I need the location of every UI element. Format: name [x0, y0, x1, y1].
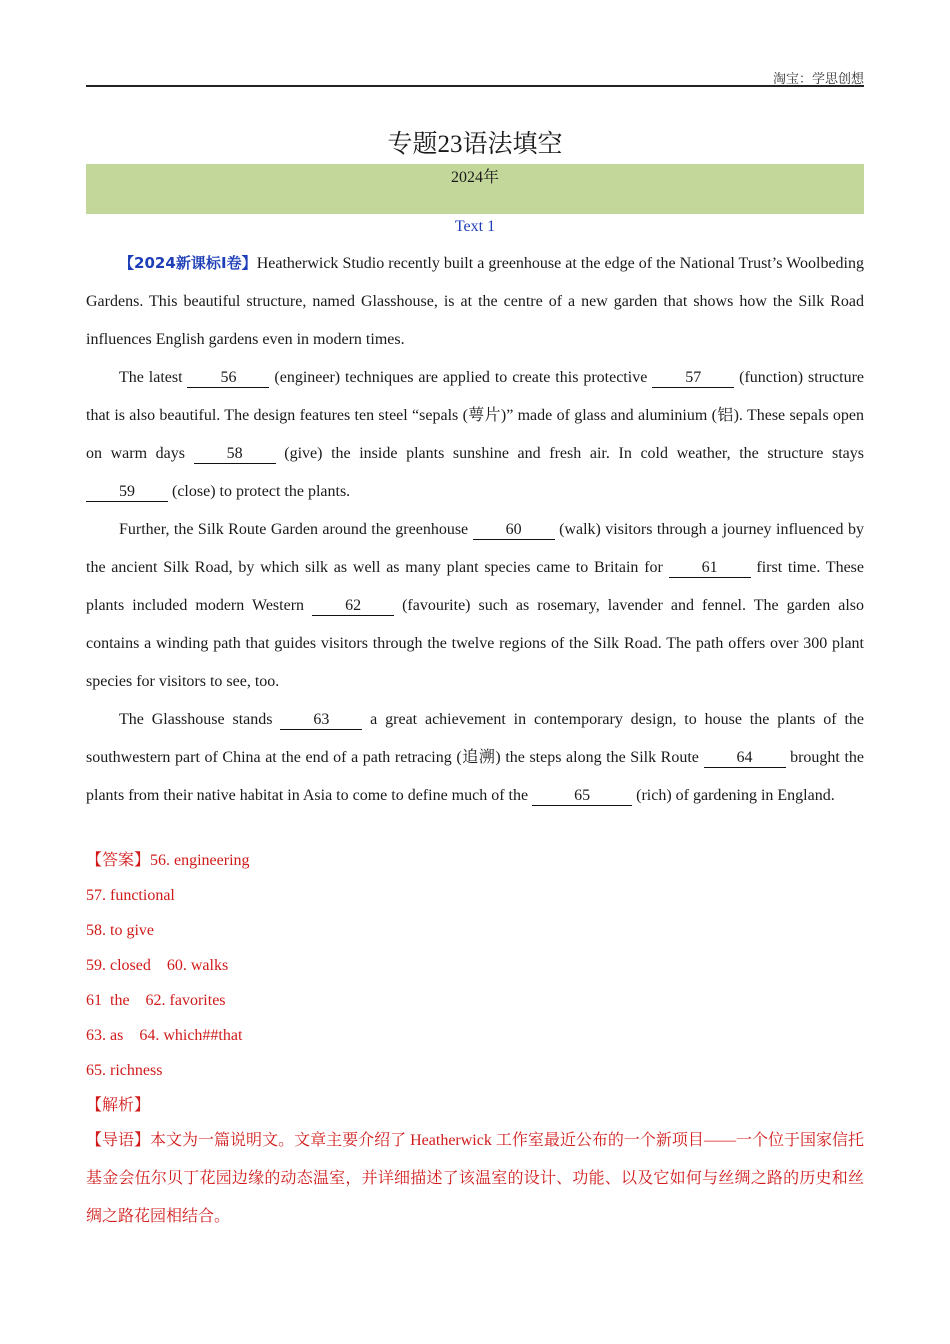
year-band	[86, 164, 864, 214]
source-tag: 【2024新课标Ⅰ卷】	[119, 254, 257, 272]
text: (give) the inside plants sunshine and fresh air. In cold weather, the structure stays	[275, 445, 864, 462]
paragraph-2	[86, 359, 864, 511]
passage	[86, 244, 864, 815]
answer-line: 65. richness	[86, 1062, 163, 1079]
answer-line: 【答案】56. engineering	[86, 852, 250, 869]
text: a great achievement in contemporary design, to house the plants of the southwestern part of China at the end of a path retracing (追溯) the steps along the Silk Route	[86, 711, 864, 766]
paragraph-1-text: Heatherwick Studio recently built a greenhouse at the edge of the National Trust’s Woolbeding Gardens. This beautiful structure, named Glasshouse, is at the centre of a new garden that shows how the Silk Road influences English gardens even in modern times.	[86, 255, 864, 348]
answers	[86, 843, 864, 1123]
analysis-heading: 【解析】	[86, 1097, 151, 1114]
text: (function) structure that is also beautiful. The design features ten steel “sepals (萼片)” made of glass and aluminium (铝). These sepals open on warm days	[86, 369, 865, 462]
text: The Glasshouse stands	[119, 711, 281, 728]
paragraph-4	[86, 701, 864, 815]
text: (walk) visitors through a journey influenced by the ancient Silk Road, by which silk as well as many plant species came to Britain for	[86, 521, 864, 576]
blank-64: 64	[704, 749, 786, 768]
answer-line: 58. to give	[86, 922, 154, 939]
blank-63: 63	[280, 711, 362, 730]
answer-line: 59. closed 60. walks	[86, 957, 229, 974]
guide-paragraph: 【导语】本文为一篇说明文。文章主要介绍了 Heatherwick 工作室最近公布的一个新项目——一个位于国家信托基金会伍尔贝丁花园边缘的动态温室，并详细描述了该温室的设计、功能、以及它如何与丝绸之路的历史和丝绸之路花园相结合。	[86, 1132, 864, 1225]
text: Further, the Silk Route Garden around the greenhouse	[119, 521, 473, 538]
text: (rich) of gardening in England.	[632, 787, 835, 804]
text: (favourite) such as rosemary, lavender and fennel. The garden also contains a winding path that guides visitors through the twelve regions of the Silk Road. The path offers over 300 plant species for visitors to see, too.	[86, 597, 864, 690]
text: first time. These plants included modern Western	[86, 559, 865, 614]
page-title: 专题23语法填空	[387, 131, 563, 158]
text: brought the plants from their native habitat in Asia to come to define much of the	[86, 749, 864, 804]
blank-56: 56	[187, 369, 269, 388]
year-label: 2024年	[450, 169, 499, 186]
header-rule	[86, 85, 864, 87]
blank-65: 65	[532, 787, 632, 806]
answer-line: 63. as 64. which##that	[86, 1027, 243, 1044]
paragraph-3	[86, 511, 864, 701]
paragraph-1	[86, 244, 864, 359]
blank-62: 62	[312, 597, 394, 616]
text: The latest	[119, 369, 188, 386]
blank-57: 57	[652, 369, 734, 388]
text: (close) to protect the plants.	[168, 483, 351, 500]
text-label: Text 1	[454, 218, 496, 235]
blank-60: 60	[473, 521, 555, 540]
blank-61: 61	[669, 559, 751, 578]
text: (engineer) techniques are applied to create this protective	[269, 369, 653, 386]
answer-line: 57. functional	[86, 887, 175, 904]
blank-58: 58	[194, 445, 276, 464]
header-label: 淘宝：学思创想	[772, 71, 864, 86]
blank-59: 59	[86, 483, 168, 502]
answer-line: 61 the 62. favorites	[86, 992, 226, 1009]
